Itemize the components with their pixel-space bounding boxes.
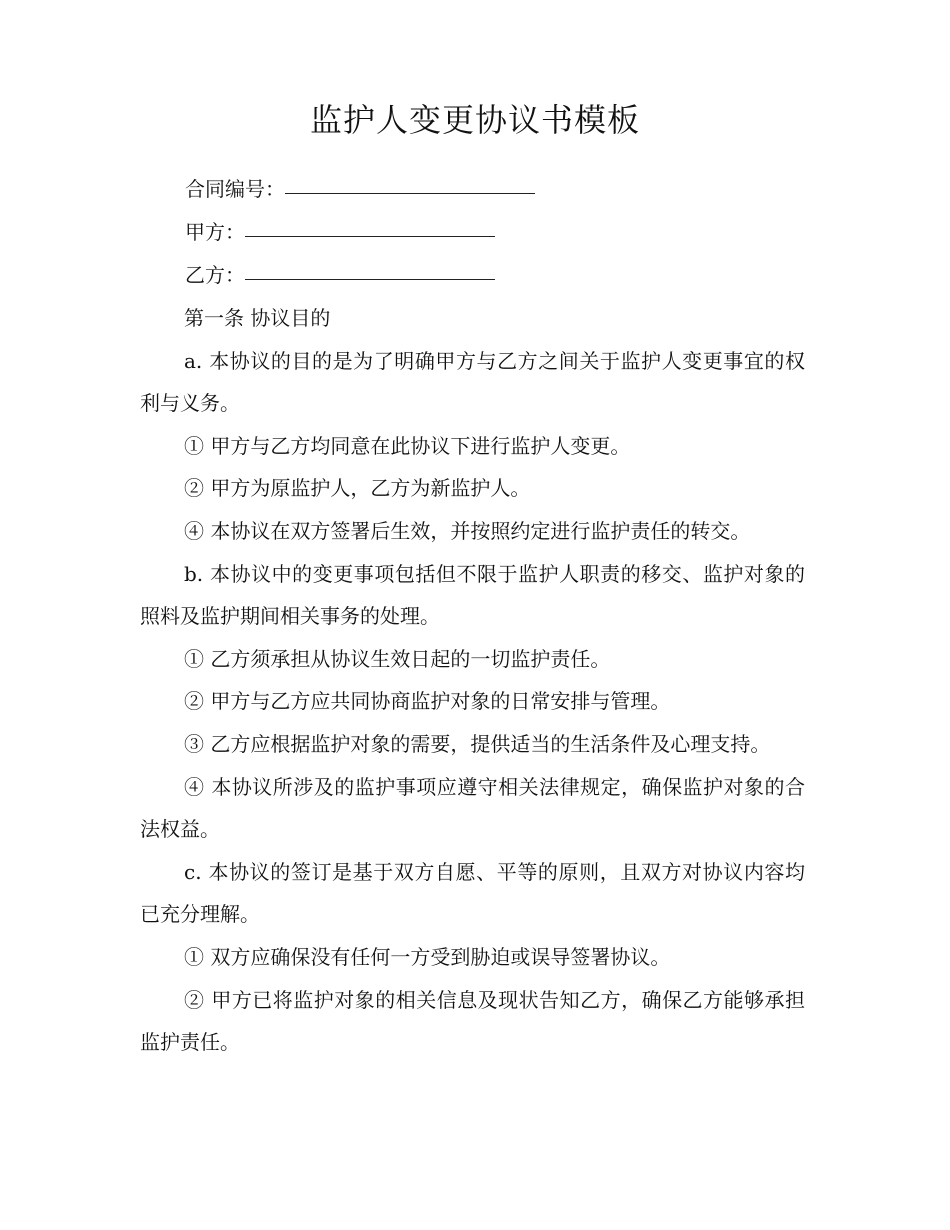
party-a-label: 甲方： xyxy=(185,220,245,244)
clause-b-item-3: ③ 乙方应根据监护对象的需要，提供适当的生活条件及心理支持。 xyxy=(184,731,771,756)
contract-number-label: 合同编号： xyxy=(185,177,285,201)
party-a-blank xyxy=(245,235,495,237)
contract-number-blank xyxy=(285,192,535,194)
clause-a-item-1: ① 甲方与乙方均同意在此协议下进行监护人变更。 xyxy=(184,433,631,458)
clause-b: b. 本协议中的变更事项包括但不限于监护人职责的移交、监护对象的照料及监护期间相关事务的处理。 xyxy=(140,561,805,629)
clause-b-item-1: ① 乙方须承担从协议生效日起的一切监护责任。 xyxy=(184,646,611,671)
clause-a-item-2: ② 甲方为原监护人，乙方为新监护人。 xyxy=(184,476,531,501)
clause-c-item-2: ② 甲方已将监护对象的相关信息及现状告知乙方，确保乙方能够承担监护责任。 xyxy=(140,987,805,1055)
clause-a: a. 本协议的目的是为了明确甲方与乙方之间关于监护人变更事宜的权利与义务。 xyxy=(140,348,805,416)
clause-a-item-4: ④ 本协议在双方签署后生效，并按照约定进行监护责任的转交。 xyxy=(184,518,751,543)
clause-b-item-2: ② 甲方与乙方应共同协商监护对象的日常安排与管理。 xyxy=(184,689,671,714)
clause-c: c. 本协议的签订是基于双方自愿、平等的原则，且双方对协议内容均已充分理解。 xyxy=(140,859,805,927)
clause-b-item-4: ④ 本协议所涉及的监护事项应遵守相关法律规定，确保监护对象的合法权益。 xyxy=(140,774,805,842)
document-title: 监护人变更协议书模板 xyxy=(309,101,640,139)
party-b-blank xyxy=(245,278,495,280)
agreement-body xyxy=(140,297,805,1064)
contract-number-field xyxy=(185,175,535,203)
party-a-field xyxy=(185,218,495,246)
article-heading: 第一条 协议目的 xyxy=(184,306,331,330)
clause-c-item-1: ① 双方应确保没有任何一方受到胁迫或误导签署协议。 xyxy=(184,944,671,969)
party-b-field xyxy=(185,261,495,289)
party-b-label: 乙方： xyxy=(185,263,245,287)
